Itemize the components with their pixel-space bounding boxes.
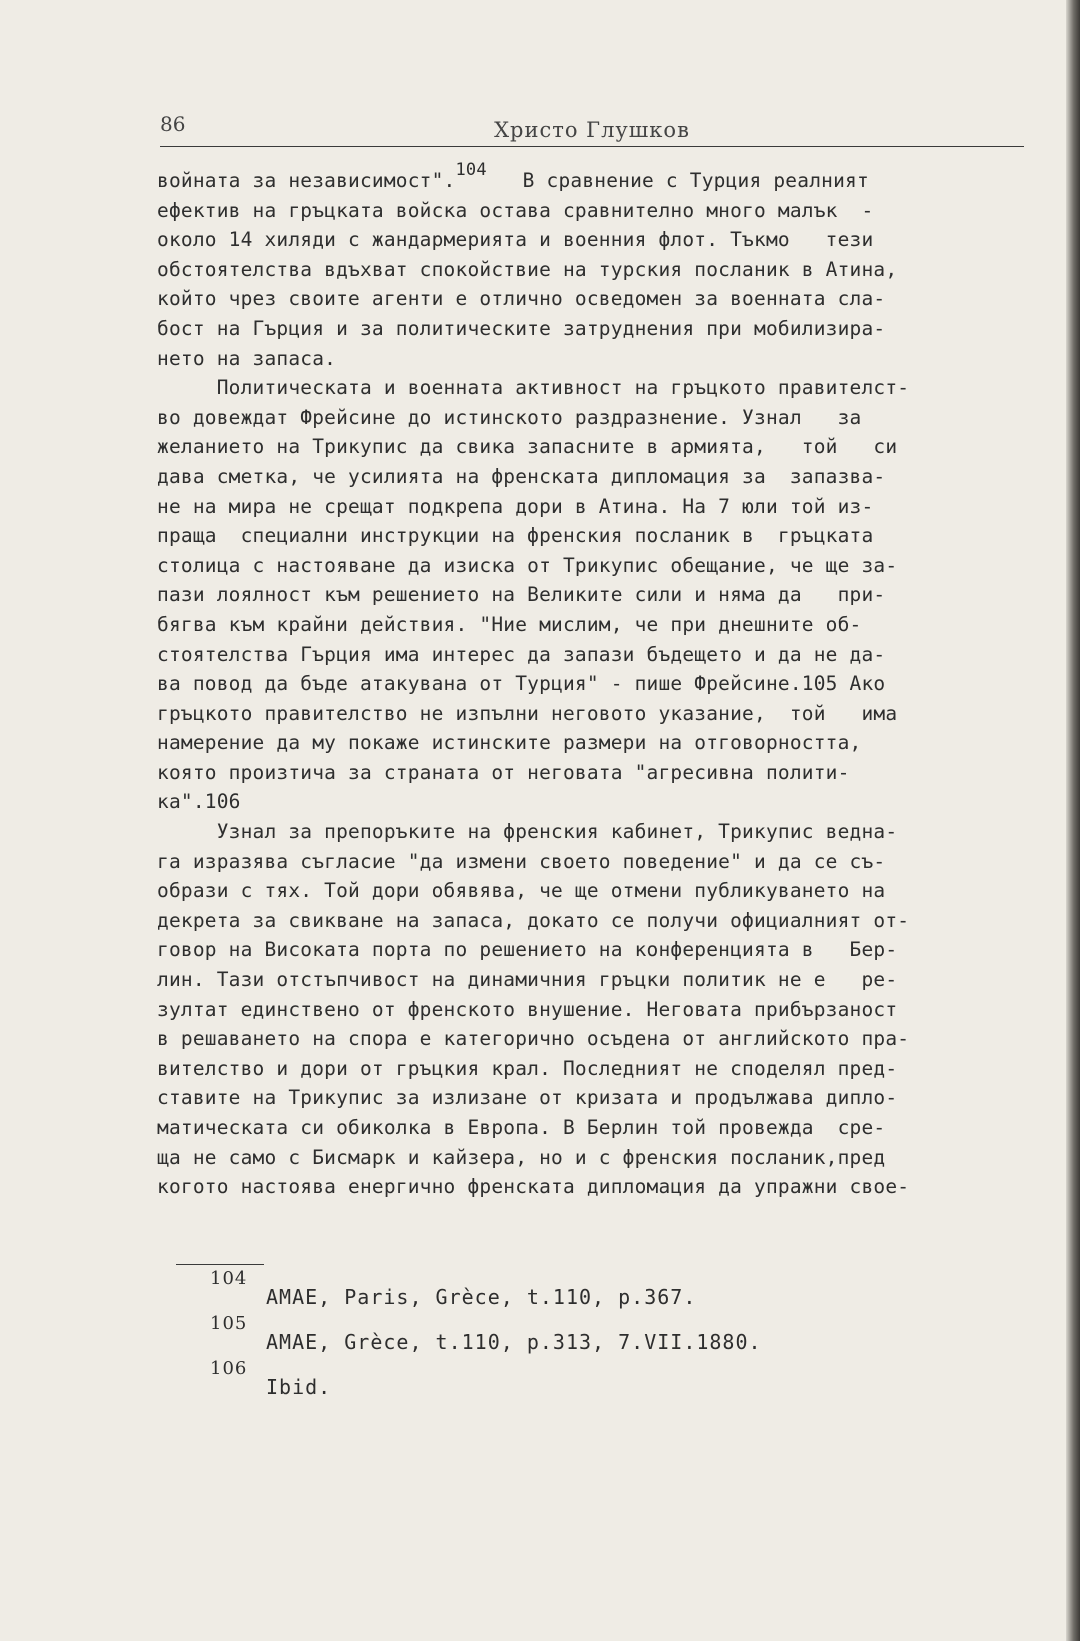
text-line: ка".106 bbox=[157, 790, 241, 814]
text-line: праща специални инструкции на френския посланик в гръцката bbox=[157, 524, 874, 548]
text-line: матическата си обиколка в Европа. В Берлин той провежда сре- bbox=[157, 1116, 886, 1139]
text-line-first bbox=[157, 160, 1027, 196]
text-line-first-prefix: войната за независимост". bbox=[157, 169, 456, 192]
text-line: ефектив на гръцката войска остава сравнително много малък - bbox=[157, 198, 874, 222]
footnote-number: 105 bbox=[210, 1313, 248, 1334]
text-line-first-suffix: В сравнение с Турция реалният bbox=[486, 169, 869, 192]
text-line: в решаването на спора е категорично осъдена от английското пра- bbox=[157, 1027, 910, 1051]
text-line: обстоятелства вдъхват спокойствие на турския посланик в Атина, bbox=[157, 257, 898, 281]
text-line: Политическата и военната активност на гръцкото правителст- bbox=[157, 376, 910, 400]
text-line: вителство и дори от гръцкия крал. Последният не споделял пред- bbox=[157, 1056, 898, 1080]
page-number: 86 bbox=[160, 112, 186, 136]
text-line: во довеждат Фрейсине до истинското раздразнение. Узнал за bbox=[157, 405, 862, 429]
text-line: говор на Високата порта по решението на конференцията в Бер- bbox=[157, 938, 898, 962]
text-line: дава сметка, че усилията на френската дипломация за запазва- bbox=[157, 464, 886, 488]
footnote-number: 104 bbox=[210, 1268, 248, 1289]
text-line: около 14 хиляди с жандармерията и военния флот. Тъкмо тези bbox=[157, 228, 874, 252]
text-line: нето на запаса. bbox=[157, 346, 337, 370]
text-line: когото настоява енергично френската дипломация да упражни свое- bbox=[157, 1175, 910, 1199]
footnote-text: Ibid. bbox=[266, 1375, 332, 1399]
running-title: Христо Глушков bbox=[494, 118, 690, 142]
text-line: която произтича за страната от неговата "агресивна полити- bbox=[157, 760, 850, 784]
text-line: Узнал за препоръките на френския кабинет, Трикупис ведна- bbox=[157, 820, 898, 844]
text-line: ща не само с Бисмарк и кайзера, но и с френския посланик,пред bbox=[157, 1145, 886, 1169]
footnote-106 bbox=[210, 1358, 1010, 1403]
footnote-divider bbox=[176, 1264, 264, 1265]
text-line: декрета за свикване на запаса, докато се получи официалният от- bbox=[157, 908, 910, 932]
footnote-104 bbox=[210, 1268, 1010, 1313]
text-line: стоятелства Гърция има интерес да запази бъдещето и да не да- bbox=[157, 642, 886, 666]
text-line: намерение да му покаже истинските размери на отговорността, bbox=[157, 731, 862, 755]
text-line: ва повод да бъде атакувана от Турция" - пише Фрейсине.105 Ако bbox=[157, 672, 886, 696]
footnote-text: AMAE, Paris, Grèce, t.110, p.367. bbox=[266, 1285, 697, 1309]
body-text bbox=[157, 160, 1027, 1202]
text-line: га изразява съгласие "да измени своето поведение" и да се съ- bbox=[157, 849, 886, 873]
text-line: гръцкото правителство не изпълни неговото указание, той има bbox=[157, 701, 898, 725]
footnote-number: 106 bbox=[210, 1358, 248, 1379]
text-line: който чрез своите агенти е отлично осведомен за военната сла- bbox=[157, 287, 886, 311]
text-line: лин. Тази отстъпчивост на динамичния гръцки политик не е ре- bbox=[157, 968, 898, 992]
text-line: столица с настояване да изиска от Трикупис обещание, че ще за- bbox=[157, 553, 898, 577]
text-line: не на мира не срещат подкрепа дори в Атина. На 7 юли той из- bbox=[157, 494, 874, 518]
footnotes bbox=[210, 1268, 1010, 1403]
text-line: пази лоялност към решението на Великите сили и няма да при- bbox=[157, 583, 886, 607]
footnote-ref-104: 104 bbox=[455, 160, 487, 180]
footnote-text: AMAE, Grèce, t.110, p.313, 7.VII.1880. bbox=[266, 1330, 762, 1354]
text-line: бост на Гърция и за политическите затруднения при мобилизира- bbox=[157, 316, 886, 340]
text-line: бягва към крайни действия. "Ние мислим, че при днешните об- bbox=[157, 612, 862, 636]
text-line: образи с тях. Той дори обявява, че ще отмени публикуването на bbox=[157, 879, 886, 903]
page-edge-shadow bbox=[1066, 0, 1080, 1641]
text-line: зултат единствено от френското внушение. Неговата прибързаност bbox=[157, 997, 898, 1021]
page-header bbox=[160, 112, 1024, 147]
footnote-105 bbox=[210, 1313, 1010, 1358]
text-line: желанието на Трикупис да свика запасните в армията, той си bbox=[157, 435, 898, 459]
text-line: ставите на Трикупис за излизане от кризата и продължава дипло- bbox=[157, 1086, 898, 1110]
